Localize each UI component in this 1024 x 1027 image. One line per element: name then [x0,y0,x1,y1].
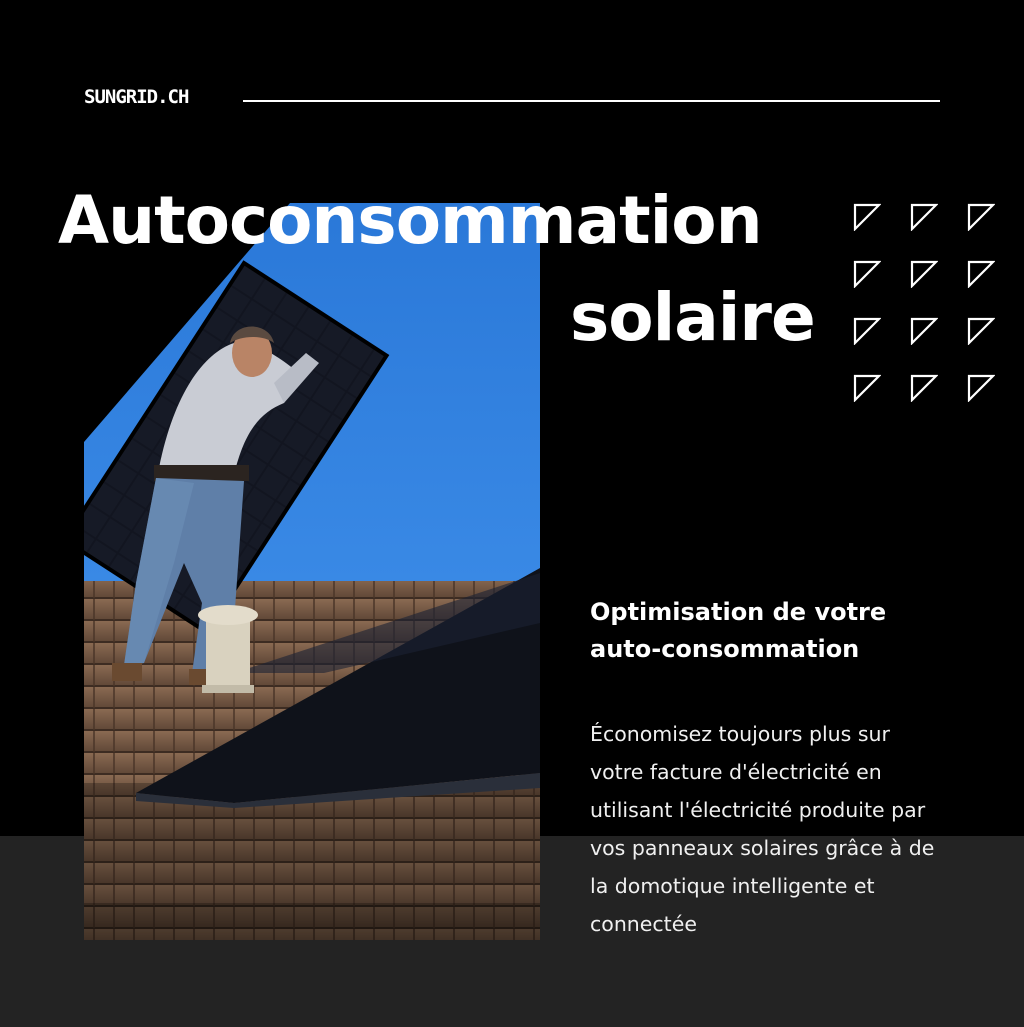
brand-logo: SUNGRID.CH [84,86,189,108]
hero-photo [84,203,540,940]
body-line: connectée [590,912,697,936]
hero-title-line-1: Autoconsommation [58,182,762,259]
body-line: vos panneaux solaires grâce à de [590,836,935,860]
corner-triangle-icon [853,203,881,231]
hero-title-line-2: solaire [570,279,815,356]
corner-triangle-icon [967,374,995,402]
header-divider [243,100,940,102]
corner-triangle-icon [910,317,938,345]
corner-triangle-icon [853,374,881,402]
body-line: votre facture d'électricité en [590,760,882,784]
body-line: utilisant l'électricité produite par [590,798,926,822]
subheading-line-2: auto-consommation [590,635,860,663]
corner-triangle-icon [910,260,938,288]
section-subheading [590,594,990,668]
corner-triangle-icon [910,374,938,402]
solar-installer-photo [84,203,540,940]
decorative-triangle-grid [853,203,998,403]
corner-triangle-icon [967,203,995,231]
corner-triangle-icon [853,317,881,345]
section-body [590,715,1000,943]
body-line: Économisez toujours plus sur [590,722,890,746]
corner-triangle-icon [853,260,881,288]
corner-triangle-icon [967,317,995,345]
corner-triangle-icon [967,260,995,288]
body-line: la domotique intelligente et [590,874,875,898]
corner-triangle-icon [910,203,938,231]
subheading-line-1: Optimisation de votre [590,598,887,626]
